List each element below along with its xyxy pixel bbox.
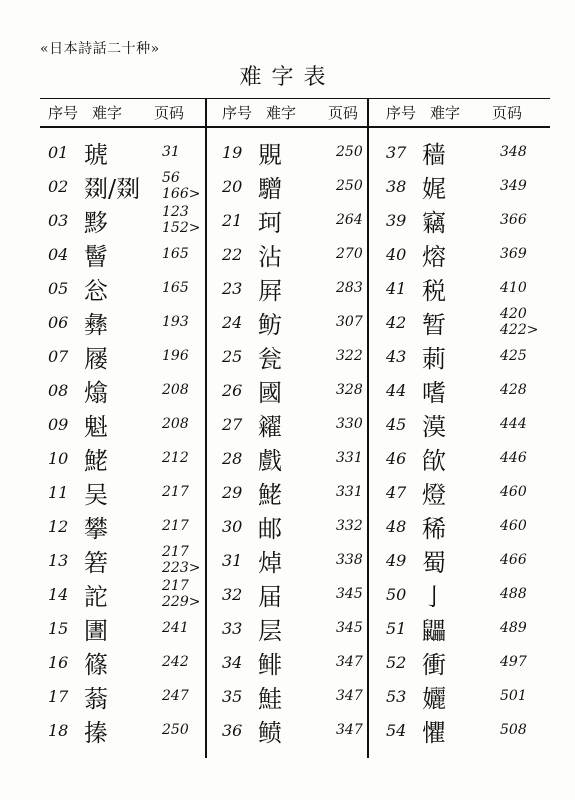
table-row (48, 408, 212, 440)
entry-number: 17 (48, 686, 69, 706)
entry-number: 03 (48, 210, 69, 230)
entry-number: 45 (386, 414, 407, 434)
page-number: 420 422> (500, 306, 539, 338)
entry-number: 40 (386, 244, 407, 264)
difficult-character: 熔 (422, 242, 446, 271)
page-number: 208 (162, 416, 189, 432)
header-page: 页码 (492, 103, 523, 122)
header-char: 难字 (266, 103, 297, 122)
table-row (386, 612, 550, 644)
entry-number: 31 (222, 550, 243, 570)
table-row (48, 170, 212, 202)
difficult-character: 覞 (258, 140, 282, 169)
table-row (386, 170, 550, 202)
page-number: 332 (336, 518, 363, 534)
difficult-character: 焯 (258, 548, 282, 577)
entry-number: 25 (222, 346, 243, 366)
difficult-character: 糴 (258, 412, 282, 441)
table-row (222, 340, 386, 372)
entry-number: 51 (386, 618, 407, 638)
header-char: 难字 (430, 103, 461, 122)
page-number: 328 (336, 382, 363, 398)
difficult-character: 鬙 (84, 242, 108, 271)
table-row (48, 476, 212, 508)
table-row (386, 238, 550, 270)
difficult-character: 鲼 (258, 718, 282, 747)
page-number: 217 229> (162, 578, 201, 610)
entry-number: 43 (386, 346, 407, 366)
page-number: 444 (500, 416, 527, 432)
table-row (222, 306, 386, 338)
entry-number: 16 (48, 652, 69, 672)
entry-number: 35 (222, 686, 243, 706)
entry-number: 54 (386, 720, 407, 740)
entry-number: 12 (48, 516, 69, 536)
table-row (222, 544, 386, 576)
difficult-character: 孋 (422, 684, 446, 713)
table-row (386, 714, 550, 746)
page-title: 难字表 (239, 65, 336, 90)
table-row (386, 476, 550, 508)
page-number: 460 (500, 518, 527, 534)
entry-number: 07 (48, 346, 69, 366)
table-row (386, 442, 550, 474)
difficult-character: 詑 (84, 582, 108, 611)
page-number: 247 (162, 688, 189, 704)
table-row (222, 578, 386, 610)
difficult-character: 瓮 (258, 344, 282, 373)
entry-number: 44 (386, 380, 407, 400)
page-number: 428 (500, 382, 527, 398)
table-row (48, 442, 212, 474)
table-row (48, 680, 212, 712)
table-row (386, 204, 550, 236)
entry-number: 30 (222, 516, 243, 536)
column-header-2 (222, 101, 358, 123)
difficult-character: 屦 (84, 344, 108, 373)
difficult-character: 莿 (422, 344, 446, 373)
entry-number: 53 (386, 686, 407, 706)
page-number: 330 (336, 416, 363, 432)
difficult-character: 蜀 (422, 548, 446, 577)
page-number: 366 (500, 212, 527, 228)
difficult-character: 鮱 (84, 446, 108, 475)
page-number: 307 (336, 314, 363, 330)
page-number: 270 (336, 246, 363, 262)
entry-number: 13 (48, 550, 69, 570)
table-row (222, 510, 386, 542)
entry-number: 39 (386, 210, 407, 230)
page-number: 165 (162, 280, 189, 296)
difficult-character: 圕 (84, 616, 108, 645)
table-row (386, 340, 550, 372)
entry-number: 33 (222, 618, 243, 638)
page-number: 345 (336, 620, 363, 636)
difficult-character: 熻 (84, 378, 108, 407)
page-number: 212 (162, 450, 189, 466)
entry-number: 02 (48, 176, 69, 196)
entry-number: 18 (48, 720, 69, 740)
table-row (48, 544, 212, 576)
entry-number: 48 (386, 516, 407, 536)
entry-number: 20 (222, 176, 243, 196)
entry-number: 32 (222, 584, 243, 604)
page-number: 488 (500, 586, 527, 602)
page-number: 31 (162, 144, 180, 160)
table-row (386, 578, 550, 610)
table-row (48, 272, 212, 304)
table-row (222, 476, 386, 508)
entry-number: 24 (222, 312, 243, 332)
page-number: 250 (336, 144, 363, 160)
table-row (48, 204, 212, 236)
entry-number: 27 (222, 414, 243, 434)
table-row (386, 374, 550, 406)
page-number: 466 (500, 552, 527, 568)
header-no: 序号 (222, 103, 253, 122)
difficult-character: 剟/剟 (84, 174, 141, 203)
page-number: 165 (162, 246, 189, 262)
difficult-character: 懼 (422, 718, 446, 747)
difficult-character: 沾 (258, 242, 282, 271)
entry-number: 23 (222, 278, 243, 298)
page-number: 347 (336, 688, 363, 704)
table-row (222, 272, 386, 304)
table-row (48, 306, 212, 338)
page-number: 193 (162, 314, 189, 330)
difficult-character: 衝 (422, 650, 446, 679)
table-row (48, 612, 212, 644)
header-no: 序号 (386, 103, 417, 122)
entry-number: 46 (386, 448, 407, 468)
difficult-character: 鲱 (258, 650, 282, 679)
page-number: 369 (500, 246, 527, 262)
page-number: 497 (500, 654, 527, 670)
entry-number: 38 (386, 176, 407, 196)
entry-number: 52 (386, 652, 407, 672)
table-row (222, 408, 386, 440)
difficult-character: 邮 (258, 514, 282, 543)
page-number: 196 (162, 348, 189, 364)
difficult-character: 娓 (422, 174, 446, 203)
header-page: 页码 (154, 103, 185, 122)
entry-number: 47 (386, 482, 407, 502)
difficult-character: 鮭 (258, 684, 282, 713)
page-number: 264 (336, 212, 363, 228)
difficult-character: 亅 (422, 582, 446, 611)
table-row (48, 374, 212, 406)
table-row (222, 374, 386, 406)
table-row (48, 646, 212, 678)
difficult-character: 层 (258, 616, 282, 645)
table-row (222, 646, 386, 678)
table-row (48, 578, 212, 610)
column-header-3 (386, 101, 522, 123)
table-row (386, 680, 550, 712)
entry-number: 10 (48, 448, 69, 468)
difficult-character: 暂 (422, 310, 446, 339)
table-row (386, 136, 550, 168)
table-row (222, 714, 386, 746)
difficult-character: 攀 (84, 514, 108, 543)
difficult-character: 鲂 (258, 310, 282, 339)
difficult-character: 驓 (258, 174, 282, 203)
difficult-character: 穑 (422, 140, 446, 169)
page-number: 283 (336, 280, 363, 296)
page-number: 242 (162, 654, 189, 670)
difficult-character: 彝 (84, 310, 108, 339)
difficult-character: 珂 (258, 208, 282, 237)
page-number: 250 (162, 722, 189, 738)
page-number: 322 (336, 348, 363, 364)
page-number: 489 (500, 620, 527, 636)
entry-number: 34 (222, 652, 243, 672)
table-row (48, 714, 212, 746)
table-row (48, 136, 212, 168)
entry-number: 29 (222, 482, 243, 502)
page-number: 410 (500, 280, 527, 296)
difficult-character: 嗜 (422, 378, 446, 407)
table-row (48, 340, 212, 372)
table-row (48, 510, 212, 542)
difficult-character: 欿 (422, 446, 446, 475)
difficult-character: 琥 (84, 140, 108, 169)
table-row (222, 170, 386, 202)
page-number: 56 166> (162, 170, 201, 202)
table-row (222, 238, 386, 270)
difficult-character: 鼺 (422, 616, 446, 645)
entry-number: 28 (222, 448, 243, 468)
entry-number: 06 (48, 312, 69, 332)
difficult-character: 届 (258, 582, 282, 611)
entry-number: 04 (48, 244, 69, 264)
header-no: 序号 (48, 103, 79, 122)
page-number: 217 (162, 518, 189, 534)
entry-number: 36 (222, 720, 243, 740)
difficult-character: 國 (258, 378, 282, 407)
entry-number: 49 (386, 550, 407, 570)
difficult-character: 税 (422, 276, 446, 305)
difficult-character: 稀 (422, 514, 446, 543)
entry-number: 21 (222, 210, 243, 230)
page-number: 241 (162, 620, 189, 636)
table-row (48, 238, 212, 270)
difficult-character: 竊 (422, 208, 446, 237)
entry-number: 01 (48, 142, 69, 162)
difficult-character: 鮱 (258, 480, 282, 509)
header-rule (40, 126, 550, 128)
page-number: 348 (500, 144, 527, 160)
page-number: 338 (336, 552, 363, 568)
entry-number: 22 (222, 244, 243, 264)
entry-number: 37 (386, 142, 407, 162)
table-row (386, 272, 550, 304)
page-number: 331 (336, 450, 363, 466)
page-number: 123 152> (162, 204, 201, 236)
entry-number: 09 (48, 414, 69, 434)
table-row (222, 136, 386, 168)
page-number: 250 (336, 178, 363, 194)
page-number: 508 (500, 722, 527, 738)
table-row (222, 204, 386, 236)
page-number: 347 (336, 722, 363, 738)
table-row (222, 680, 386, 712)
table-row (386, 646, 550, 678)
entry-number: 50 (386, 584, 407, 604)
entry-number: 11 (48, 482, 69, 502)
entry-number: 42 (386, 312, 407, 332)
page-number: 349 (500, 178, 527, 194)
table-row (386, 510, 550, 542)
entry-number: 05 (48, 278, 69, 298)
difficult-character: 屛 (258, 276, 282, 305)
top-rule (40, 98, 550, 99)
difficult-character: 戲 (258, 446, 282, 475)
difficult-character: 吴 (84, 480, 108, 509)
difficult-character: 黟 (84, 208, 108, 237)
entry-number: 14 (48, 584, 69, 604)
table-row (386, 408, 550, 440)
difficult-character: 忩 (84, 276, 108, 305)
column-header-1 (48, 101, 184, 123)
difficult-character: 篠 (84, 650, 108, 679)
page-number: 347 (336, 654, 363, 670)
page-number: 331 (336, 484, 363, 500)
page-number: 217 (162, 484, 189, 500)
page-number: 501 (500, 688, 527, 704)
source-note: «日本詩話二十种» (40, 41, 160, 57)
page-number: 345 (336, 586, 363, 602)
table-row (222, 612, 386, 644)
table-row (222, 442, 386, 474)
page-number: 460 (500, 484, 527, 500)
header-page: 页码 (328, 103, 359, 122)
header-char: 难字 (92, 103, 123, 122)
entry-number: 15 (48, 618, 69, 638)
entry-number: 08 (48, 380, 69, 400)
entry-number: 41 (386, 278, 407, 298)
difficult-character: 燈 (422, 480, 446, 509)
page-number: 425 (500, 348, 527, 364)
difficult-character: 搸 (84, 718, 108, 747)
entry-number: 19 (222, 142, 243, 162)
difficult-character: 箬 (84, 548, 108, 577)
entry-number: 26 (222, 380, 243, 400)
difficult-character: 漠 (422, 412, 446, 441)
page-number: 446 (500, 450, 527, 466)
page-number: 217 223> (162, 544, 201, 576)
difficult-character: 魁 (84, 412, 108, 441)
table-row (386, 306, 550, 338)
page-number: 208 (162, 382, 189, 398)
difficult-character: 蓊 (84, 684, 108, 713)
table-row (386, 544, 550, 576)
